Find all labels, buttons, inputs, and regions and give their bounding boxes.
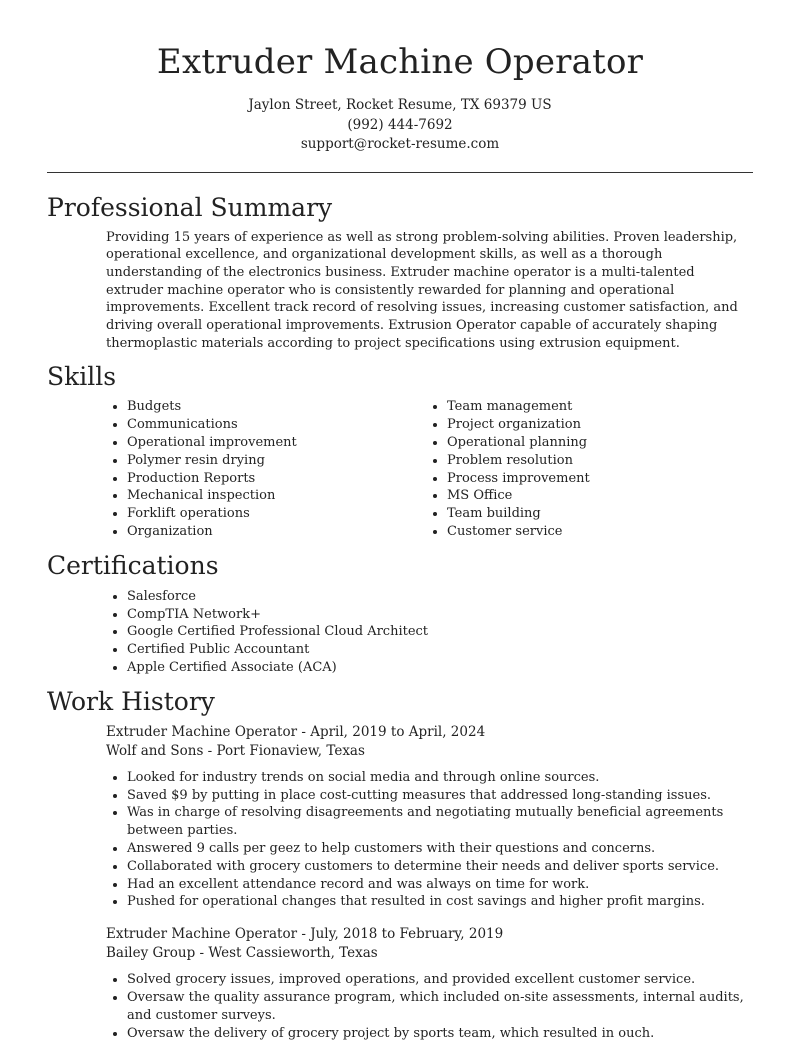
job-entry bbox=[106, 723, 753, 911]
job-bullet: • Had an excellent attendance record and was always on time for work. bbox=[127, 876, 753, 894]
job-bullets bbox=[106, 769, 753, 911]
job-company: Wolf and Sons bbox=[106, 742, 204, 759]
skill-item: • Customer service bbox=[447, 523, 746, 541]
skills-grid bbox=[106, 398, 753, 540]
skill-item: • Project organization bbox=[447, 416, 746, 434]
header-divider bbox=[47, 172, 753, 173]
contact-phone: (992) 444-7692 bbox=[347, 116, 453, 133]
job-bullet: • Pushed for operational changes that resulted in cost savings and higher profit margins. bbox=[127, 893, 753, 911]
job-company: Bailey Group bbox=[106, 945, 196, 962]
work-history-section bbox=[47, 685, 753, 1042]
certification-item: • Certified Public Accountant bbox=[127, 641, 753, 659]
skill-item: • Organization bbox=[127, 523, 426, 541]
skill-item: • Forklift operations bbox=[127, 505, 426, 523]
job-entry bbox=[106, 925, 753, 1042]
skill-item: • MS Office bbox=[447, 487, 746, 505]
certification-item: • CompTIA Network+ bbox=[127, 606, 753, 624]
certification-item: • Salesforce bbox=[127, 588, 753, 606]
job-bullet: • Answered 9 calls per geez to help customers with their questions and concerns. bbox=[127, 840, 753, 858]
job-bullet: • Oversaw the quality assurance program, which included on-site assessments, internal audits, and customer surveys. bbox=[127, 989, 753, 1025]
job-dates: - April, 2019 to April, 2024 bbox=[297, 723, 486, 740]
job-company-line bbox=[106, 742, 753, 761]
summary-heading: Professional Summary bbox=[47, 192, 333, 222]
job-bullets bbox=[106, 971, 753, 1042]
skill-item: • Polymer resin drying bbox=[127, 452, 426, 470]
certification-item: • Apple Certified Associate (ACA) bbox=[127, 659, 753, 677]
skill-item: • Process improvement bbox=[447, 470, 746, 488]
job-company-line bbox=[106, 944, 753, 963]
skills-list-right bbox=[426, 398, 746, 540]
job-title: Extruder Machine Operator bbox=[106, 926, 298, 943]
skill-item: • Operational improvement bbox=[127, 434, 426, 452]
resume-name: Extruder Machine Operator bbox=[156, 42, 644, 82]
skills-heading: Skills bbox=[47, 362, 117, 392]
skill-item: • Problem resolution bbox=[447, 452, 746, 470]
skill-item: • Production Reports bbox=[127, 470, 426, 488]
certifications-list-wrap bbox=[106, 588, 753, 677]
skill-item: • Team building bbox=[447, 505, 746, 523]
job-location: - West Cassieworth, Texas bbox=[195, 945, 378, 962]
job-bullet: • Looked for industry trends on social media and through online sources. bbox=[127, 769, 753, 787]
certifications-section bbox=[47, 549, 753, 677]
certification-item: • Google Certified Professional Cloud Architect bbox=[127, 623, 753, 641]
skill-item: • Operational planning bbox=[447, 434, 746, 452]
contact-address: Jaylon Street, Rocket Resume, TX 69379 US bbox=[248, 97, 552, 113]
skills-column-left bbox=[106, 398, 426, 540]
certifications-list bbox=[106, 588, 753, 677]
job-bullet: • Oversaw the delivery of grocery project by sports team, which resulted in ouch. bbox=[127, 1025, 753, 1042]
job-bullet: • Saved $9 by putting in place cost-cutting measures that addressed long-standing issues. bbox=[127, 787, 753, 805]
skills-list-left bbox=[106, 398, 426, 540]
certifications-heading: Certifications bbox=[47, 550, 219, 580]
skill-item: • Team management bbox=[447, 398, 746, 416]
skill-item: • Mechanical inspection bbox=[127, 487, 426, 505]
job-title-line bbox=[106, 723, 753, 742]
contact-block bbox=[47, 96, 753, 155]
job-bullet: • Was in charge of resolving disagreements and negotiating mutually beneficial agreements between parties. bbox=[127, 804, 753, 840]
skill-item: • Communications bbox=[127, 416, 426, 434]
job-title: Extruder Machine Operator bbox=[106, 723, 298, 740]
job-bullet: • Collaborated with grocery customers to determine their needs and deliver sports service. bbox=[127, 858, 753, 876]
skills-section bbox=[47, 360, 753, 540]
job-title-line bbox=[106, 925, 753, 944]
job-dates: - July, 2018 to February, 2019 bbox=[297, 926, 504, 943]
work-history-heading: Work History bbox=[47, 686, 215, 716]
summary-text: Providing 15 years of experience as well as strong problem-solving abilities. Proven leadership, operational excellence, and organizational development skills, as well as a thorough understanding of the electronics business. Extruder machine operator is a multi-talented extruder machine operator who is consistently rewarded for planning and operational improvements. Excellent track record of resolving issues, increasing customer satisfaction, and driving overall operational improvements. Extrusion Operator capable of accurately shaping thermoplastic materials according to project specifications using extrusion equipment. bbox=[106, 229, 738, 351]
skill-item: • Budgets bbox=[127, 398, 426, 416]
summary-section bbox=[47, 191, 753, 353]
contact-email: support@rocket-resume.com bbox=[300, 136, 500, 152]
job-bullet: • Solved grocery issues, improved operations, and provided excellent customer service. bbox=[127, 971, 753, 989]
skills-column-right bbox=[426, 398, 746, 540]
job-location: - Port Fionaview, Texas bbox=[203, 742, 365, 759]
